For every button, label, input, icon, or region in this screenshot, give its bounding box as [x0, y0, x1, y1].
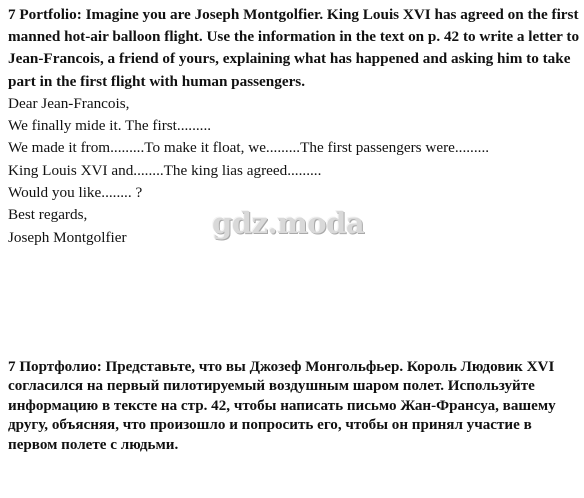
letter-line: We made it from.........To make it float, we.........The first passengers were......... [8, 139, 490, 157]
task-english: 7 Portfolio: Imagine you are Joseph Montgolfier. King Louis XVI has agreed on the first manned hot-air balloon flight. Use the information in the text on p. 42 to write a letter to Jean-Francois, a friend of yours, explaining what has happened and asking him to take part in the first flight with human passengers. [8, 6, 580, 90]
letter-line: We finally mide it. The first......... [8, 117, 212, 135]
letter-signature: Joseph Montgolfier [8, 228, 127, 246]
letter-closing: Best regards, [8, 206, 88, 224]
task-russian: 7 Портфолио: Представьте, что вы Джозеф Монгольфьер. Король Людовик XVI согласился на первый пилотируемый воздушным шаром полет. Используйте информацию в тексте на стр. 42, чтобы написать письмо Жан-Франсуа, вашему другу, объясняя, что произошло и попросить его, чтобы он принял участие в первом полете с людьми. [8, 359, 556, 453]
letter-line: Would you like........ ? [8, 184, 143, 201]
watermark-logo: gdz.moda [212, 206, 365, 240]
letter-greeting: Dear Jean-Francois, [8, 94, 130, 112]
letter-line: King Louis XVI and........The king lias agreed......... [8, 161, 322, 179]
